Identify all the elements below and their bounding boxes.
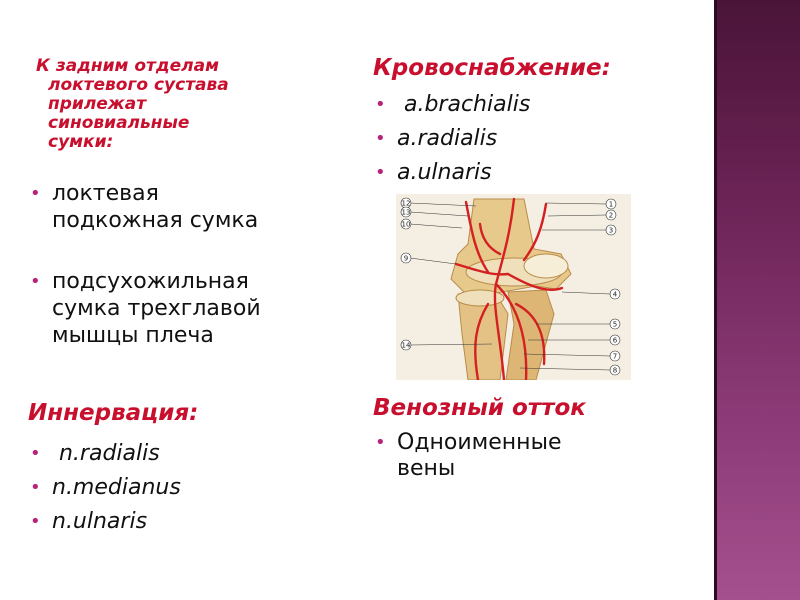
elbow-artery-illustration xyxy=(396,194,631,380)
figure-label: 13 xyxy=(401,208,411,217)
list-item-label: n.medianus xyxy=(52,475,181,500)
innervation-title: Иннервация: xyxy=(28,400,199,426)
list-item-line: сумка трехглавой xyxy=(52,296,261,321)
sidebar-edge xyxy=(714,0,717,600)
bullet-icon: • xyxy=(375,162,386,183)
list-item-line: Одноименные xyxy=(397,430,562,455)
figure-label: 4 xyxy=(612,290,618,299)
list-item xyxy=(28,471,181,505)
list-item-label: n.radialis xyxy=(52,441,160,466)
list-item-line: подкожная сумка xyxy=(52,208,259,233)
blood-supply-list xyxy=(373,88,530,190)
venous-outflow-title: Венозный отток xyxy=(373,395,586,421)
bullet-icon: • xyxy=(30,271,41,292)
blood-supply-title: Кровоснабжение: xyxy=(373,55,611,81)
list-item-line: локтевая xyxy=(52,181,159,206)
synovial-intro-line: сумки: xyxy=(48,132,114,152)
figure-label: 9 xyxy=(403,254,409,263)
list-item-label: a.brachialis xyxy=(397,92,531,117)
synovial-intro xyxy=(36,57,336,152)
list-item xyxy=(28,180,348,234)
synovial-intro-line: локтевого сустава xyxy=(48,75,229,95)
figure-label: 7 xyxy=(612,352,618,361)
list-item xyxy=(28,505,181,539)
figure-label: 2 xyxy=(608,211,614,220)
list-item xyxy=(373,122,530,156)
figure-label: 12 xyxy=(401,199,411,208)
figure-label: 3 xyxy=(608,226,614,235)
innervation-list xyxy=(28,437,181,539)
figure-label: 6 xyxy=(612,336,618,345)
synovial-intro-line: К задним отделам xyxy=(36,56,219,76)
decorative-sidebar xyxy=(714,0,800,600)
list-item xyxy=(373,88,530,122)
bullet-icon: • xyxy=(375,94,386,115)
list-item-line: мышцы плеча xyxy=(52,323,214,348)
list-item-label: a.ulnaris xyxy=(397,160,492,185)
venous-outflow-list xyxy=(373,430,673,482)
figure-label: 14 xyxy=(401,341,411,350)
list-item-label: a.radialis xyxy=(397,126,498,151)
bullet-icon: • xyxy=(30,443,41,464)
bullet-icon: • xyxy=(30,477,41,498)
list-item xyxy=(28,437,181,471)
figure-label: 8 xyxy=(612,366,618,375)
list-item xyxy=(28,268,348,349)
list-item-label: n.ulnaris xyxy=(52,509,148,534)
synovial-intro-line: прилежат xyxy=(48,94,147,114)
bullet-icon: • xyxy=(375,128,386,149)
bullet-icon: • xyxy=(375,432,386,453)
synovial-bursa-list xyxy=(28,180,348,373)
list-item xyxy=(373,156,530,190)
figure-label: 1 xyxy=(608,200,614,209)
bullet-icon: • xyxy=(30,511,41,532)
bullet-icon: • xyxy=(30,183,41,204)
figure-label: 5 xyxy=(612,320,618,329)
list-item-line: подсухожильная xyxy=(52,269,249,294)
list-item-line: вены xyxy=(397,456,456,481)
figure-label: 10 xyxy=(401,220,411,229)
synovial-intro-line: синовиальные xyxy=(48,113,190,133)
list-item xyxy=(373,430,673,482)
